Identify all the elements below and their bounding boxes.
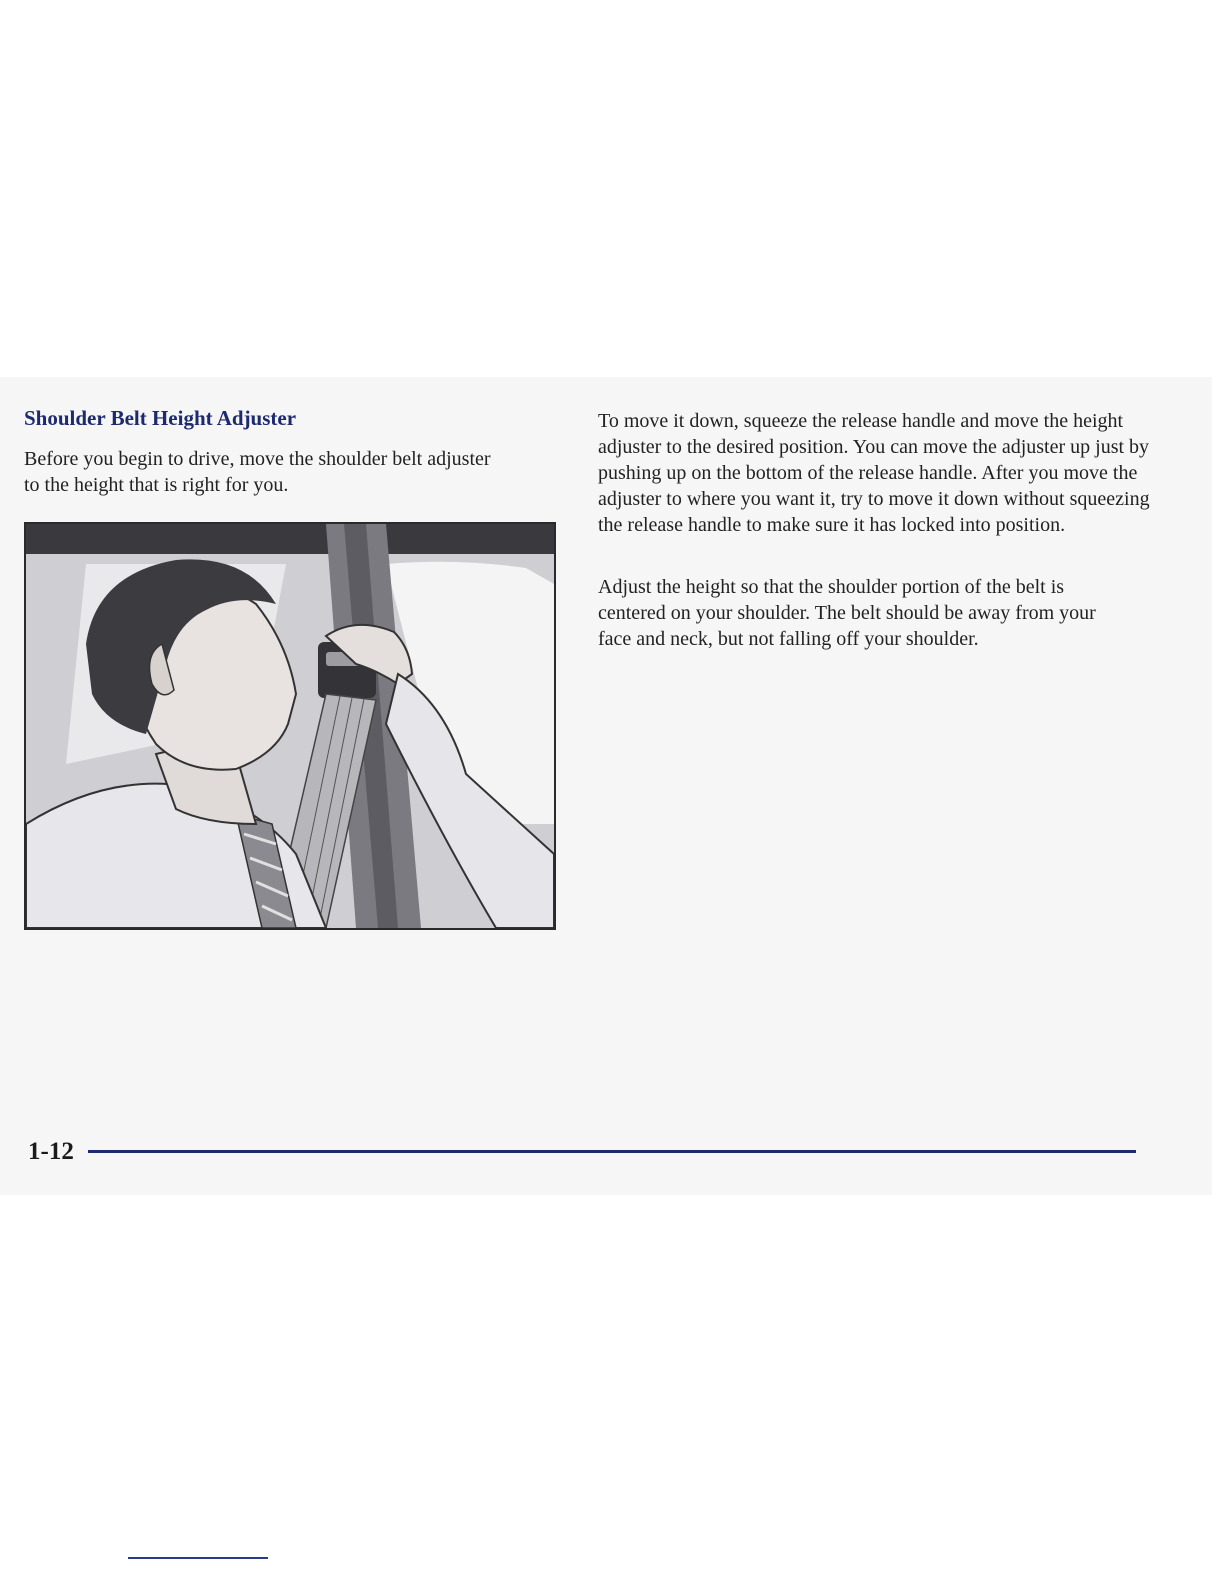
page-number: 1-12 bbox=[28, 1138, 74, 1165]
bottom-divider bbox=[128, 1557, 268, 1559]
section-heading: Shoulder Belt Height Adjuster bbox=[24, 406, 297, 430]
paragraph-move-adjuster: To move it down, squeeze the release handle and move the height adjuster to the desired position. You can move the adjuster up just by pushing up on the bottom of the release handle. After you move the adjuster to where you want it, try to move it down without squeezing the release handle to make sure it has locked into position. bbox=[598, 410, 1150, 536]
paragraph-adjust-height: Adjust the height so that the shoulder portion of the belt is centered on your shoulder. The belt should be away from your face and neck, but not falling off your shoulder. bbox=[598, 576, 1096, 650]
seat-belt-adjuster-illustration bbox=[24, 522, 556, 930]
footer-rule bbox=[88, 1150, 1136, 1153]
intro-paragraph: Before you begin to drive, move the shoulder belt adjuster to the height that is right for you. bbox=[24, 448, 491, 496]
